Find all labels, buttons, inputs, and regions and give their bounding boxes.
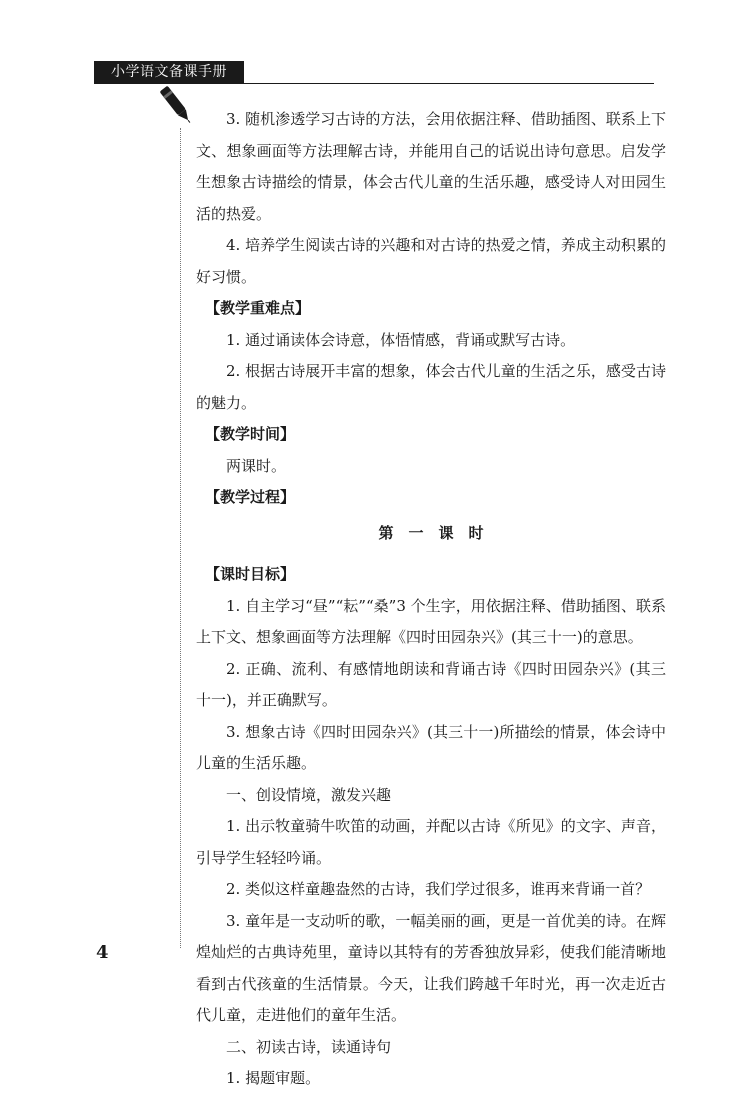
- margin-dotted-line: [180, 128, 181, 948]
- main-content: [196, 104, 666, 1095]
- paragraph: 1. 自主学习“昼”“耘”“桑”3 个生字，用依据注释、借助插图、联系上下文、想象画面等方法理解《四时田园杂兴》(其三十一)的意思。: [196, 596, 666, 646]
- section-heading: 【教学重难点】: [205, 299, 311, 317]
- paragraph: 1. 出示牧童骑牛吹笛的动画，并配以古诗《所见》的文字、声音，引导学生轻轻吟诵。: [196, 817, 666, 867]
- lesson-title: 第 一 课 时: [378, 523, 484, 542]
- paragraph: 3. 童年是一支动听的歌，一幅美丽的画，更是一首优美的诗。在辉煌灿烂的古典诗苑里，童诗以其特有的芳香独放异彩，使我们能清晰地看到古代孩童的生活情景。今天，让我们跨越千年时光，再一次走近古代儿童，走进他们的童年生活。: [196, 911, 666, 1024]
- section-heading: 【教学过程】: [205, 488, 296, 506]
- section-heading: 【课时目标】: [205, 565, 296, 583]
- paragraph: 2. 根据古诗展开丰富的想象，体会古代儿童的生活之乐，感受古诗的魅力。: [196, 362, 666, 412]
- paragraph: 二、初读古诗，读通诗句: [226, 1037, 392, 1056]
- paragraph: 3. 随机渗透学习古诗的方法，会用依据注释、借助插图、联系上下文、想象画面等方法理解古诗，并能用自己的话说出诗句意思。启发学生想象古诗描绘的情景，体会古代儿童的生活乐趣，感受诗人对田园生活的热爱。: [196, 110, 666, 223]
- paragraph: 2. 类似这样童趣盎然的古诗，我们学过很多，谁再来背诵一首？: [226, 880, 651, 898]
- pen-icon: [160, 84, 194, 128]
- page-number: 4: [96, 942, 109, 963]
- paragraph: 2. 正确、流利、有感情地朗读和背诵古诗《四时田园杂兴》(其三十一)，并正确默写。: [196, 659, 666, 709]
- section-heading: 【教学时间】: [205, 425, 296, 443]
- paragraph: 一、创设情境，激发兴趣: [226, 785, 392, 804]
- paragraph: 3. 想象古诗《四时田园杂兴》(其三十一)所描绘的情景，体会诗中儿童的生活乐趣。: [196, 722, 666, 772]
- header-title: 小学语文备课手册: [94, 61, 244, 83]
- paragraph: 4. 培养学生阅读古诗的兴趣和对古诗的热爱之情，养成主动积累的好习惯。: [196, 236, 666, 286]
- paragraph: 两课时。: [226, 456, 287, 475]
- paragraph: 1. 揭题审题。: [226, 1069, 321, 1087]
- paragraph: 1. 通过诵读体会诗意，体悟情感，背诵或默写古诗。: [226, 330, 576, 349]
